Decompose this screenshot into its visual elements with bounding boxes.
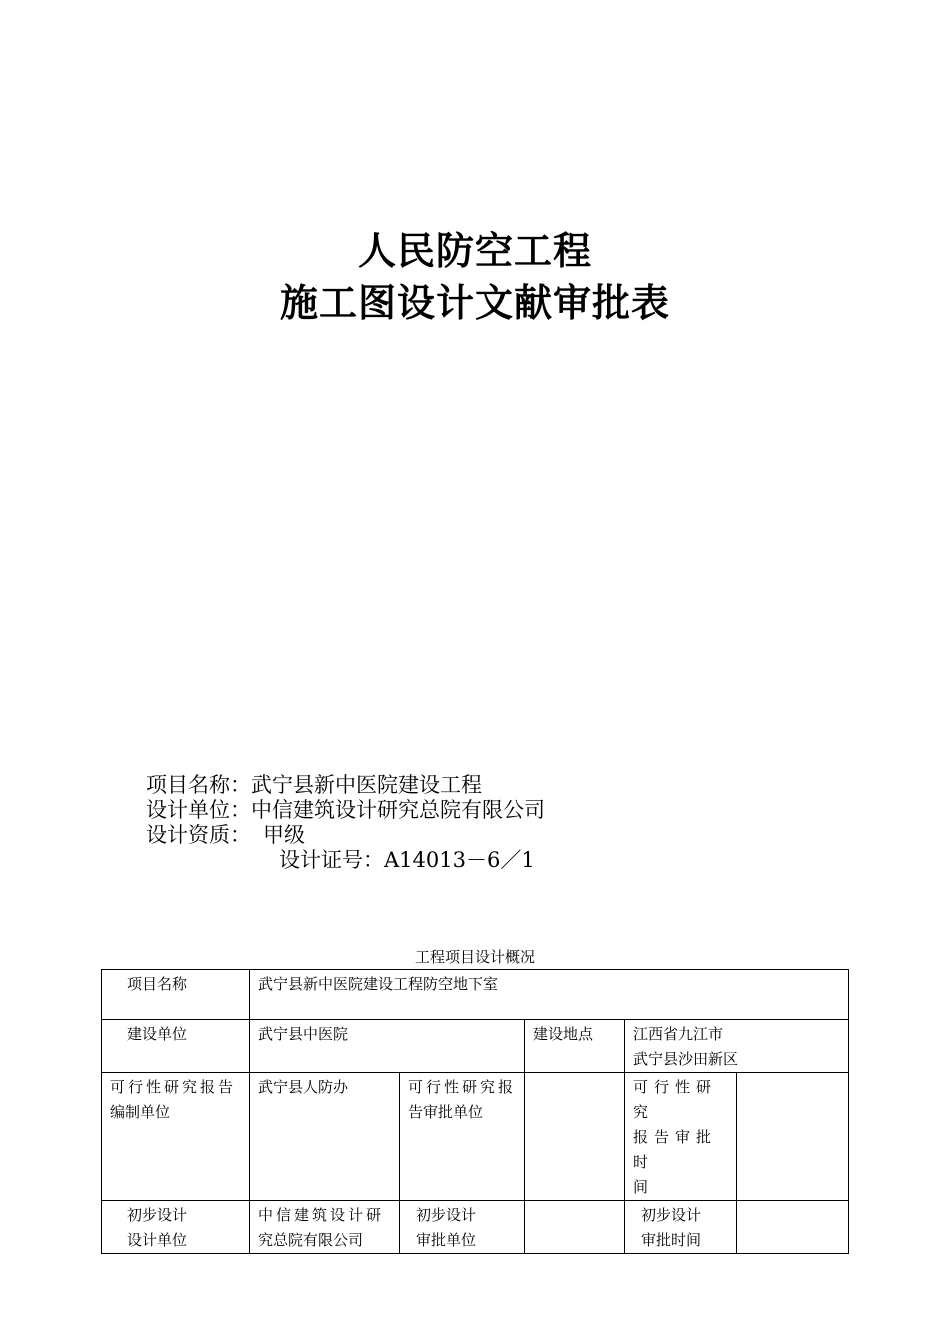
location-line: 江西省九江市 bbox=[633, 1025, 724, 1043]
qualification-value: 甲级 bbox=[263, 823, 305, 847]
preliminary-design-unit-label bbox=[102, 1201, 250, 1254]
project-overview-table bbox=[101, 969, 849, 1254]
label-line: 可行性研究报告 bbox=[110, 1078, 237, 1096]
project-name-cell-value: 武宁县新中医院建设工程防空地下室 bbox=[250, 970, 849, 1020]
feasibility-unit-value: 武宁县人防办 bbox=[250, 1073, 400, 1201]
project-name-label: 项目名称： bbox=[146, 773, 251, 797]
label-line: 初步设计 bbox=[641, 1206, 702, 1224]
design-unit-row bbox=[146, 797, 545, 823]
project-name-cell-label: 项目名称 bbox=[102, 970, 250, 1020]
preliminary-approval-unit-label bbox=[400, 1201, 525, 1254]
construction-location-value bbox=[625, 1020, 849, 1073]
label-line: 初步设计 bbox=[416, 1206, 477, 1224]
certificate-label: 设计证号： bbox=[279, 848, 384, 872]
label-line: 设计单位 bbox=[127, 1231, 188, 1249]
construction-unit-label: 建设单位 bbox=[102, 1020, 250, 1073]
label-line: 间 bbox=[633, 1178, 649, 1196]
certificate-value: A14013－6／1 bbox=[384, 848, 535, 872]
preliminary-approval-unit-value bbox=[525, 1201, 625, 1254]
label-line: 可行性研究报 bbox=[408, 1078, 517, 1096]
label-line: 审批时间 bbox=[641, 1231, 702, 1249]
feasibility-unit-label bbox=[102, 1073, 250, 1201]
feasibility-approval-unit-value bbox=[525, 1073, 625, 1201]
design-unit-label: 设计单位： bbox=[146, 798, 251, 822]
preliminary-approval-time-value bbox=[737, 1201, 849, 1254]
location-line: 武宁县沙田新区 bbox=[633, 1050, 739, 1068]
label-line: 可行性研究 bbox=[633, 1078, 718, 1121]
project-name-value: 武宁县新中医院建设工程 bbox=[251, 773, 482, 797]
preliminary-approval-time-label bbox=[625, 1201, 737, 1254]
table-row bbox=[102, 1020, 849, 1073]
value-line: 究总院有限公司 bbox=[258, 1231, 364, 1249]
feasibility-approval-time-label bbox=[625, 1073, 737, 1201]
table-caption: 工程项目设计概况 bbox=[414, 948, 535, 966]
feasibility-approval-unit-label bbox=[400, 1073, 525, 1201]
design-unit-value: 中信建筑设计研究总院有限公司 bbox=[251, 798, 545, 822]
qualification-label: 设计资质： bbox=[146, 823, 251, 847]
preliminary-design-unit-value bbox=[250, 1201, 400, 1254]
table-row bbox=[102, 970, 849, 1020]
label-line: 告审批单位 bbox=[408, 1103, 484, 1121]
feasibility-approval-time-value bbox=[737, 1073, 849, 1201]
label-line: 报告审批时 bbox=[633, 1128, 718, 1171]
label-line: 编制单位 bbox=[110, 1103, 171, 1121]
value-line: 中信建筑设计研 bbox=[258, 1206, 385, 1224]
qualification-row bbox=[146, 822, 305, 848]
project-name-row bbox=[146, 772, 482, 798]
label-line: 初步设计 bbox=[127, 1206, 188, 1224]
construction-unit-value: 武宁县中医院 bbox=[250, 1020, 525, 1073]
construction-location-label: 建设地点 bbox=[525, 1020, 625, 1073]
certificate-row bbox=[279, 847, 535, 873]
label-line: 审批单位 bbox=[416, 1231, 477, 1249]
document-title-line1: 人民防空工程 bbox=[357, 228, 592, 273]
document-title-line2: 施工图设计文献审批表 bbox=[279, 280, 670, 325]
table-row bbox=[102, 1073, 849, 1201]
table-row bbox=[102, 1201, 849, 1254]
